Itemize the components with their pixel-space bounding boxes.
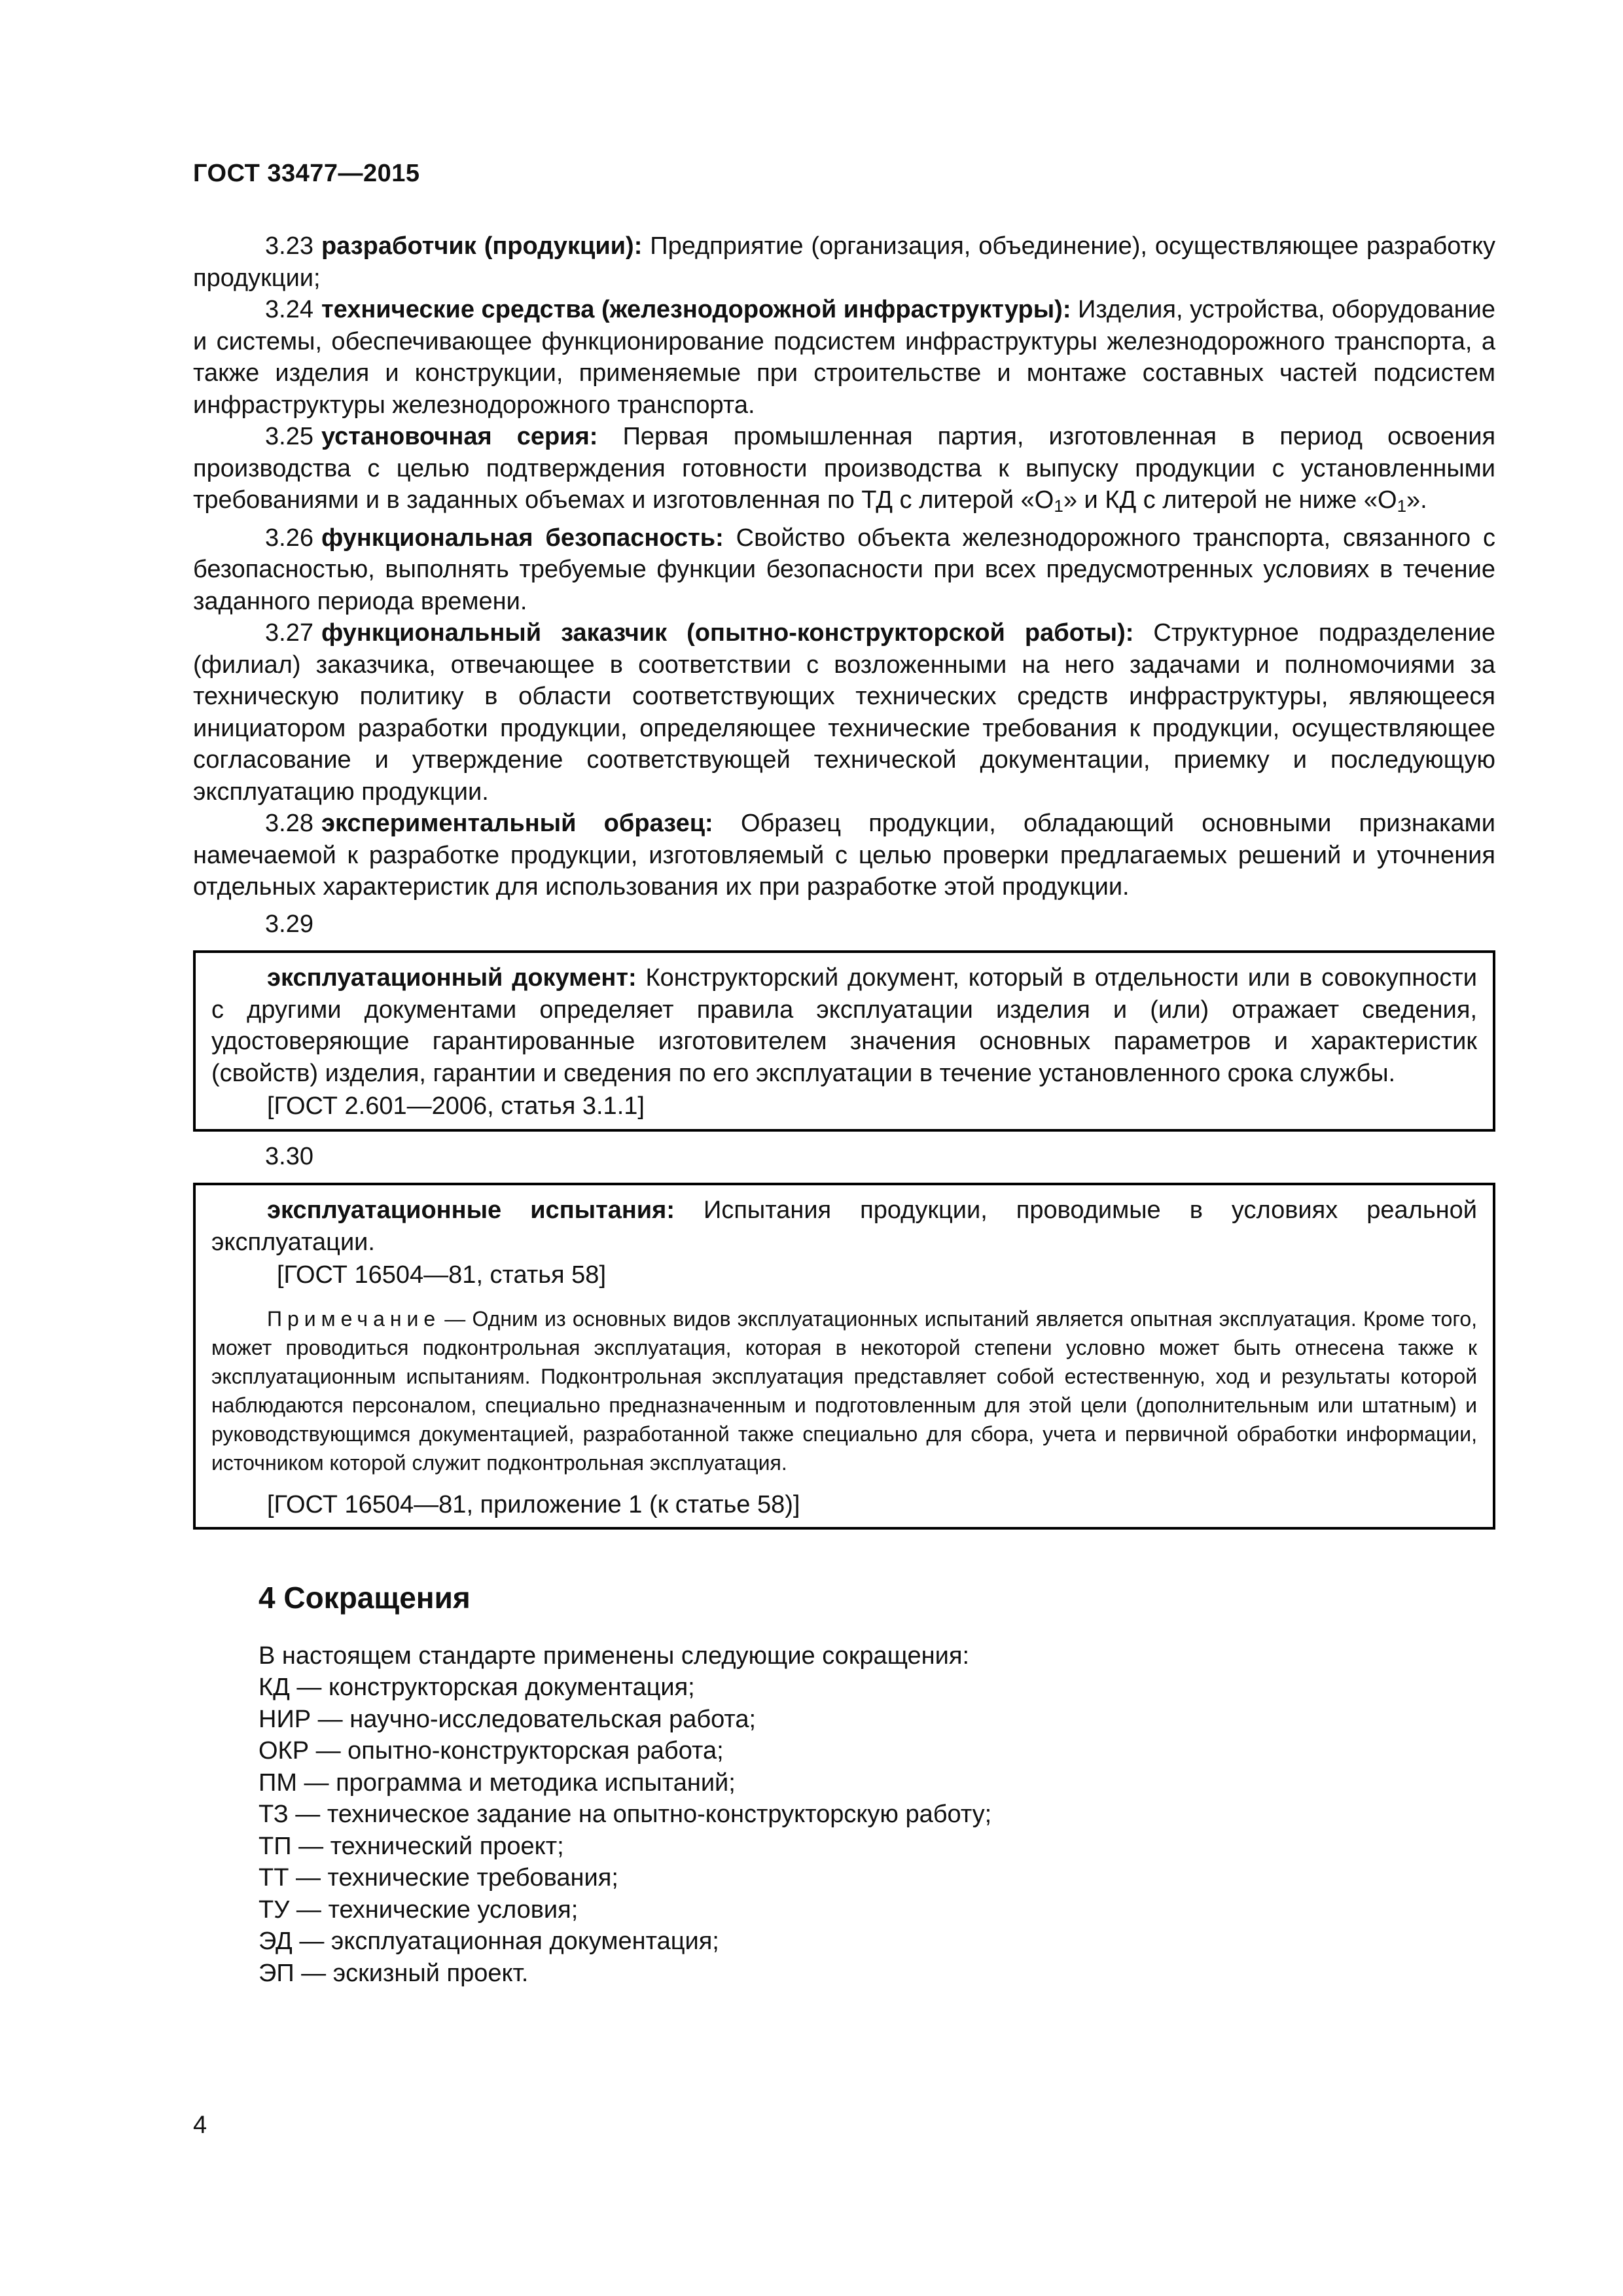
subscript: 1 bbox=[1054, 496, 1063, 516]
term-3-24 bbox=[193, 294, 1495, 421]
term-number: 3.23 bbox=[265, 232, 313, 260]
page-content bbox=[193, 230, 1495, 1989]
term-title: разработчик (продукции): bbox=[321, 232, 643, 260]
list-item: ЭП — эскизный проект. bbox=[259, 1959, 529, 1987]
list-item: ЭД — эксплуатационная документация; bbox=[259, 1928, 719, 1955]
term-definition: » и КД с литерой не ниже «О bbox=[1063, 486, 1397, 514]
term-definition: Изделия, устройства, оборудование и системы, обеспечивающее функционирование подсистем инфраструктуры железнодорожного транспорта, а также изделия и конструкции, применяемые при строительстве и монтаже составных частей подсистем инфраструктуры железнодорожного транспорта. bbox=[193, 296, 1495, 419]
list-item: ТУ — технические условия; bbox=[259, 1895, 579, 1924]
definition-box-3-29 bbox=[193, 950, 1495, 1132]
list-item: ТТ — технические требования; bbox=[259, 1864, 618, 1892]
term-title: функциональная безопасность: bbox=[321, 524, 724, 552]
term-3-23 bbox=[193, 230, 1495, 294]
term-definition: Предприятие (организация, объединение), осуществляющее разработку продукции; bbox=[193, 232, 1496, 292]
term-title: эксплуатационный документ: bbox=[267, 964, 637, 992]
abbreviations-intro: В настоящем стандарте применены следующие сокращения: bbox=[259, 1641, 970, 1670]
term-title: эксплуатационные испытания: bbox=[267, 1196, 675, 1224]
definition-box-3-30 bbox=[193, 1183, 1495, 1530]
list-item: НИР — научно-исследовательская работа; bbox=[259, 1705, 757, 1733]
term-3-26 bbox=[193, 522, 1495, 618]
term-number: 3.25 bbox=[265, 423, 313, 450]
section-title: 4 Сокращения bbox=[259, 1581, 471, 1615]
term-title: технические средства (железнодорожной инфраструктуры): bbox=[321, 296, 1071, 323]
note-label: Примечание bbox=[267, 1306, 441, 1331]
list-item: ТЗ — техническое задание на опытно-конструкторскую работу; bbox=[259, 1801, 992, 1828]
term-definition: Свойство объекта железнодорожного транспорта, связанного с безопасностью, выполнять требуемые функции безопасности при всех предусмотренных условиях в течение заданного периода времени. bbox=[193, 524, 1495, 615]
term-title: установочная серия: bbox=[321, 423, 598, 450]
term-number: 3.28 bbox=[265, 810, 313, 837]
list-item: ПМ — программа и методика испытаний; bbox=[259, 1768, 736, 1797]
term-definition: Образец продукции, обладающий основными признаками намечаемой к разработке продукции, изготовляемый с целью проверки предлагаемых решений и уточнения отдельных характеристик для использования их при разработке этой продукции. bbox=[193, 810, 1495, 901]
term-title: экспериментальный образец: bbox=[321, 810, 713, 837]
term-number: 3.24 bbox=[265, 296, 313, 323]
note-source-reference: [ГОСТ 16504—81, приложение 1 (к статье 58)] bbox=[267, 1490, 800, 1518]
term-number-3-30: 3.30 bbox=[265, 1142, 313, 1170]
term-definition: Конструкторский документ, который в отдельности или в совокупности с другими документами определяет правила эксплуатации изделия и (или) отражает сведения, удостоверяющие гарантированные изготовителем значения основных параметров и характеристик (свойств) изделия, гарантии и сведения по его эксплуатации в течение установленного срока службы. bbox=[211, 964, 1478, 1087]
term-definition: ». bbox=[1406, 486, 1427, 514]
term-title: функциональный заказчик (опытно-конструкторской работы): bbox=[321, 619, 1134, 647]
note-paragraph bbox=[211, 1304, 1477, 1477]
subscript: 1 bbox=[1397, 496, 1407, 516]
term-3-25 bbox=[193, 421, 1495, 522]
doc-header: ГОСТ 33477—2015 bbox=[193, 160, 420, 187]
page-number: 4 bbox=[193, 2111, 207, 2139]
note-text: — Одним из основных видов эксплуатационных испытаний является опытная эксплуатация. Кроме того, может проводиться подконтрольная эксплуатация, которая в некоторой степени условно может быть отнесена также к эксплуатационным испытаниям. Подконтрольная эксплуатация представляет собой естественную, ход и результаты которой наблюдаются персоналом, специально предназначенным и подготовленным для этой цели (дополнительным или штатным) и руководствующимся документацией, разработанной также специально для сбора, учета и первичной обработки информации, источником которой служит подконтрольная эксплуатация. bbox=[211, 1306, 1477, 1475]
box-definition bbox=[211, 962, 1477, 1089]
term-number: 3.26 bbox=[265, 524, 313, 552]
term-3-28 bbox=[193, 808, 1495, 903]
term-definition: Испытания продукции, проводимые в условиях реальной эксплуатации. bbox=[211, 1196, 1477, 1256]
source-reference: [ГОСТ 2.601—2006, статья 3.1.1] bbox=[267, 1092, 645, 1120]
term-number-3-29: 3.29 bbox=[265, 910, 313, 938]
source-reference: [ГОСТ 16504—81, статья 58] bbox=[277, 1261, 606, 1289]
term-number: 3.27 bbox=[265, 619, 313, 647]
box-definition bbox=[211, 1194, 1477, 1258]
list-item: ТП — технический проект; bbox=[259, 1832, 564, 1860]
term-3-27 bbox=[193, 617, 1495, 808]
list-item: КД — конструкторская документация; bbox=[259, 1674, 695, 1701]
list-item: ОКР — опытно-конструкторская работа; bbox=[259, 1737, 724, 1765]
term-definition: Первая промышленная партия, изготовленная в период освоения производства с целью подтверждения готовности производства к выпуску продукции с установленными требованиями и в заданных объемах и изготовленная по ТД с литерой «О bbox=[193, 423, 1496, 514]
term-definition: Структурное подразделение (филиал) заказчика, отвечающее в соответствии с возложенными на него задачами и полномочиями за техническую политику в области соответствующих технических средств инфраструктуры, являющееся инициатором разработки продукции, определяющее технические требования к продукции, осуществляющее согласование и утверждение соответствующей технической документации, приемку и последующую эксплуатацию продукции. bbox=[193, 619, 1496, 806]
